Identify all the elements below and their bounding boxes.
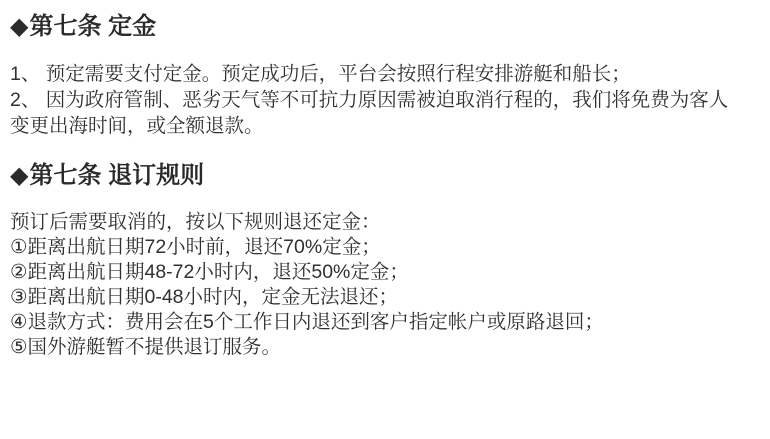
- diamond-icon: ◆: [10, 162, 29, 189]
- deposit-rule-line-1: 1、 预定需要支付定金。预定成功后，平台会按照行程安排游艇和船长；: [10, 63, 631, 85]
- section-cancellation-heading: [10, 162, 760, 189]
- section-cancellation-title: 第七条 退订规则: [29, 162, 205, 189]
- cancellation-rule-1: ①距离出航日期72小时前，退还70%定金；: [10, 236, 381, 258]
- cancellation-rule-2: ②距离出航日期48-72小时内，退还50%定金；: [10, 261, 409, 283]
- cancellation-rule-4: ④退款方式：费用会在5个工作日内退还到客户指定帐户或原路退回；: [10, 311, 604, 333]
- cancellation-rules-text: [10, 210, 760, 360]
- diamond-icon: ◆: [10, 13, 29, 40]
- deposit-rule-line-2-wrap: 变更出海时间，或全额退款。: [10, 115, 264, 137]
- deposit-rule-line-2: 2、 因为政府管制、恶劣天气等不可抗力原因需被迫取消行程的，我们将免费为客人: [10, 89, 729, 111]
- deposit-rules-text: [10, 61, 760, 139]
- cancellation-rule-3: ③距离出航日期0-48小时内，定金无法退还；: [10, 286, 399, 308]
- cancellation-rule-intro: 预订后需要取消的，按以下规则退还定金：: [10, 211, 381, 233]
- cancellation-rule-5: ⑤国外游艇暂不提供退订服务。: [10, 336, 281, 358]
- section-deposit-heading: [10, 13, 760, 40]
- section-deposit-title: 第七条 定金: [29, 13, 157, 40]
